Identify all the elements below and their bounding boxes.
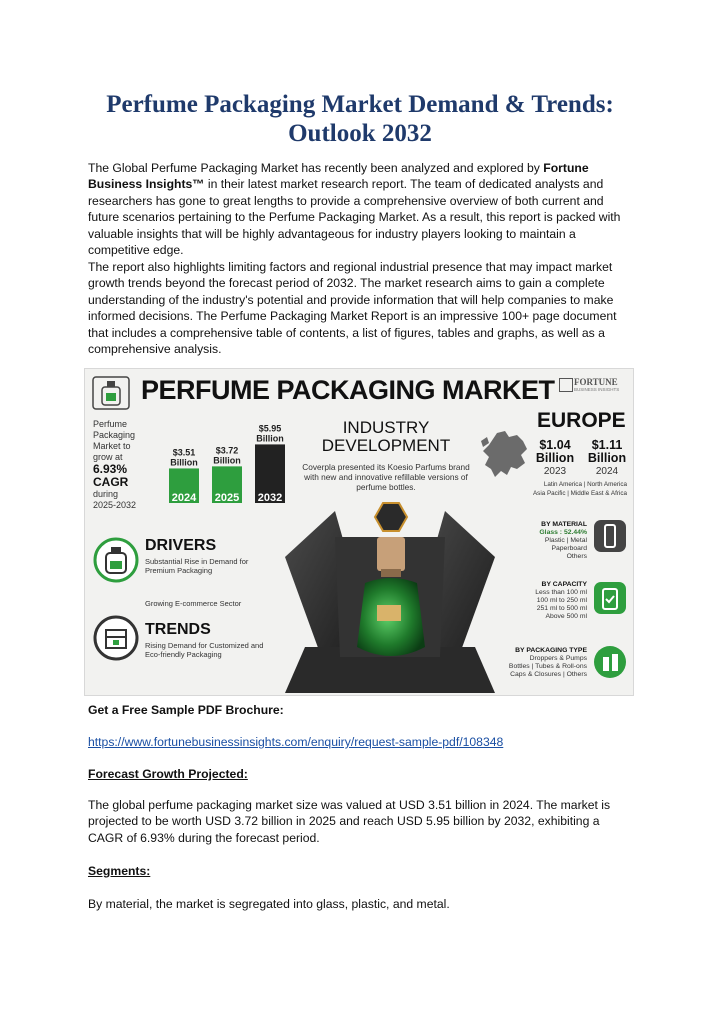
segments-paragraph: By material, the market is segregated into glass, plastic, and metal. [88,897,450,911]
seg-pack-3: Caps & Closures | Others [510,671,587,678]
segment-by-material [471,521,587,561]
bar-value-label: $5.95 [258,423,282,434]
trends-title: TRENDS [145,621,211,638]
seg-capacity-title: BY CAPACITY [541,581,587,588]
industry-development-text: Coverpla presented its Koesio Parfums brand with new and innovative refillable versions of perfume bottles. [302,462,470,492]
europe-label: EUROPE [537,409,626,432]
growth-line-4: during [93,489,119,499]
europe-value-1: $1.04 [539,438,571,452]
europe-year-2: 2024 [595,466,619,477]
regions-line-1: Latin America | North America [543,481,627,488]
growth-summary [93,419,163,511]
title-line-1: Perfume Packaging Market Demand & Trends: [106,91,614,118]
intro-text-a: The Global Perfume Packaging Market has recently been analyzed and explored by [88,161,544,175]
seg-material-1: Plastic | Metal [544,537,587,544]
growth-cagr: 6.93% [93,462,128,476]
growth-cagr-label: CAGR [93,475,129,489]
europe-value-2-unit: Billion [587,451,627,465]
trends-text: Rising Demand for Customized and Eco-friendly Packaging [145,641,264,659]
bar-category-label: 2024 [171,492,197,504]
logo-icon [559,378,573,392]
forecast-paragraph: The global perfume packaging market size was valued at USD 3.51 billion in 2024. The market is projected to be worth USD 3.72 billion in 2025 and reach USD 5.95 billion by 2032, exhibiting a CAGR of 6.93% during the forecast period. [88,798,611,845]
bar-unit-label: Billion [170,457,198,468]
segments-heading: Segments: [88,864,151,878]
intro-company: Fortune Business Insights™ [88,161,589,192]
europe-value-2023 [533,439,577,478]
seg-capacity-3: 251 ml to 500 ml [536,605,587,612]
segment-by-packaging-type [471,647,587,679]
growth-line-1: Perfume Packaging [93,419,136,440]
logo-subtext: BUSINESS INSIGHTS [574,387,620,392]
bar-value-label: $3.51 [172,447,196,458]
trends-icon [93,615,139,661]
forecast-heading: Forecast Growth Projected: [88,767,248,781]
growth-line-2: Market to [93,441,131,451]
drivers-text: Substantial Rise in Demand for Premium Packaging [145,557,249,575]
growth-period: 2025-2032 [93,500,137,510]
intro-paragraph [88,160,636,258]
packaging-type-icon [593,645,627,679]
europe-value-2024 [585,439,629,478]
report-paragraph: The report also highlights limiting factors and regional industrial presence that may impact market growth trends beyond the forecast period of 2032. The market research aims to gain a complete understanding of the industry's potential and provide information that will help companies to make informed decisions. The Perfume Packaging Market Report is an impressive 100+ page document that includes a comprehensive table of contents, a list of figures, tables and graphs, as well as a comprehensive analysis. [88,260,617,357]
seg-pack-2: Bottles | Tubes & Roll-ons [508,663,587,670]
infographic-title: PERFUME PACKAGING MARKET [141,375,555,405]
bar-unit-label: Billion [213,455,241,466]
seg-capacity-2: 100 ml to 250 ml [536,597,587,604]
seg-pack-1: Droppers & Pumps [529,655,587,662]
drivers-text-2: Growing E-commerce Sector [145,599,242,608]
fortune-logo [559,375,627,395]
europe-value-1-unit: Billion [535,451,575,465]
industry-title-1: INDUSTRY [342,418,430,437]
other-regions [467,481,627,498]
europe-value-2: $1.11 [591,438,623,452]
drivers-title: DRIVERS [145,537,217,554]
drivers-icon [93,537,139,583]
seg-capacity-1: Less than 100 ml [535,589,587,596]
perfume-bottle-icon [91,375,131,411]
seg-material-highlight: Glass : 52.44% [539,529,587,536]
segment-by-capacity [471,581,587,621]
capacity-icon [593,581,627,615]
brochure-label: Get a Free Sample PDF Brochure: [88,703,284,717]
industry-title-2: DEVELOPMENT [321,436,451,455]
seg-capacity-4: Above 500 ml [545,613,587,620]
bar-unit-label: Billion [256,433,284,444]
bar-category-label: 2032 [257,492,283,504]
seg-material-3: Others [566,553,587,560]
growth-line-3: grow at [93,452,123,462]
title-line-2: Outlook 2032 [288,120,432,147]
industry-development-title [311,419,461,455]
europe-year-1: 2023 [543,466,567,477]
europe-map-icon [477,429,533,481]
seg-material-2: Paperboard [551,545,587,552]
bar-category-label: 2025 [214,492,240,504]
seg-pack-title: BY PACKAGING TYPE [515,647,587,654]
regions-line-2: Asia Pacific | Middle East & Africa [532,489,627,497]
intro-text-b: in their latest market research report. The team of dedicated analysts and researchers has gone to great lengths to provide a comprehensive overview of both current and future scenarios pertaining to the Perfume Packaging Market. As a result, this report is packed with valuable insights that will be highly advantageous for industry players looking to maintain a competitive edge. [88,177,621,258]
market-bar-chart [155,409,287,505]
page-title [60,90,660,148]
brochure-link[interactable]: https://www.fortunebusinessinsights.com/enquiry/request-sample-pdf/108348 [88,735,504,749]
seg-material-title: BY MATERIAL [541,521,587,528]
logo-text: FORTUNE [574,377,618,387]
infographic [84,368,634,696]
bar-value-label: $3.72 [215,445,239,456]
material-icon [593,519,627,553]
